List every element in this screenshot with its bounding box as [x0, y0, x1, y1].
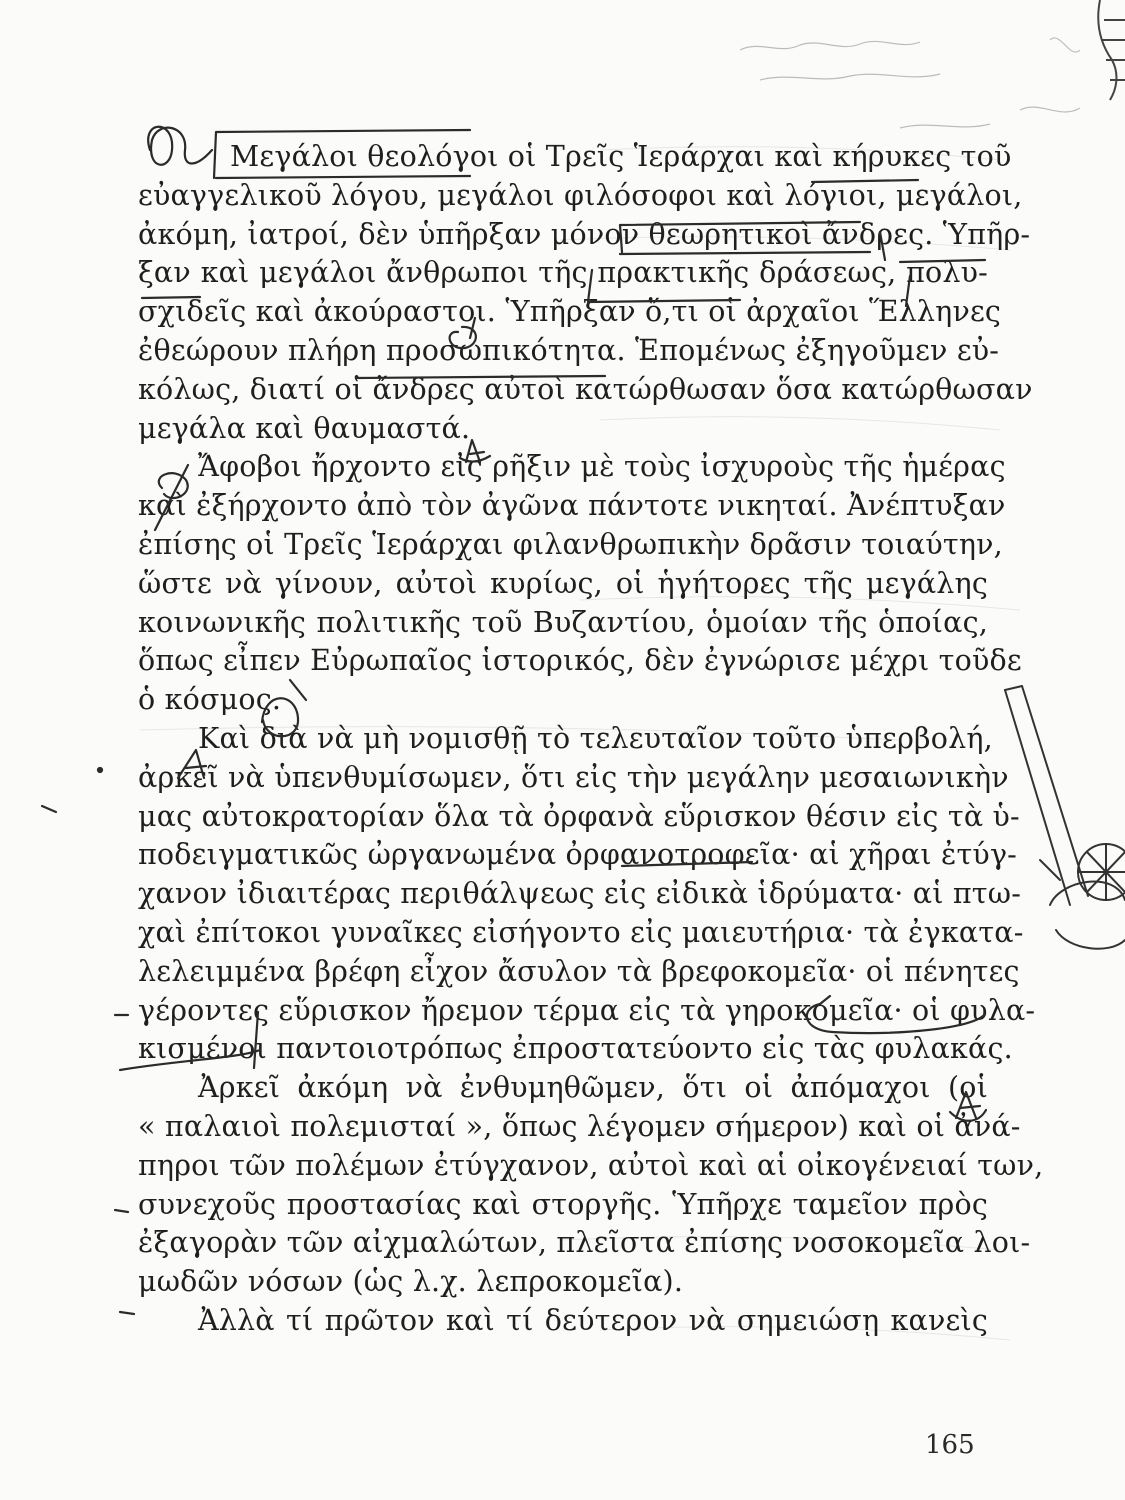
text-line: κοινωνικῆς πολιτικῆς τοῦ Βυζαντίου, ὁμοίαν τῆς ὁποίας,	[138, 605, 988, 639]
margin-dot	[98, 768, 102, 772]
text-line: συνεχοῦς προστασίας καὶ στοργῆς. Ὑπῆρχε ταμεῖον πρὸς	[138, 1187, 988, 1221]
text-line: κισμένοι παντοιοτρόπως ἐπροστατεύοντο εἰς τὰς φυλακάς.	[138, 1032, 1013, 1066]
text-line: « παλαιοὶ πολεμισταί », ὅπως λέγομεν σήμερον) καὶ οἱ ἀνά-	[138, 1109, 1021, 1143]
text-line: ὥστε νὰ γίνουν, αὐτοὶ κυρίως, οἱ ἡγήτορες τῆς μεγάλης	[138, 566, 988, 600]
text-line: χανον ἰδιαιτέρας περιθάλψεως εἰς εἰδικὰ ἱδρύματα· αἱ πτω-	[138, 877, 1022, 911]
text-line: ἀκόμη, ἰατροί, δὲν ὑπῆρξαν μόνον θεωρητικοὶ ἄνδρες. Ὑπῆρ-	[138, 217, 1031, 251]
text-line: ποδειγματικῶς ὠργανωμένα ὀρφανοτροφεῖα· αἱ χῆραι ἐτύγ-	[138, 838, 1018, 872]
text-line: Μεγάλοι θεολόγοι οἱ Τρεῖς Ἱεράρχαι καὶ κήρυκες τοῦ	[230, 140, 1012, 173]
cannon-doodle	[1005, 686, 1125, 949]
text-line: Ἄφοβοι ἤρχοντο εἰς ρῆξιν μὲ τοὺς ἰσχυροὺς τῆς ἡμέρας	[198, 450, 1006, 484]
text-line: καὶ ἐξήρχοντο ἀπὸ τὸν ἀγῶνα πάντοτε νικηταί. Ἀνέπτυξαν	[138, 489, 1006, 523]
text-line: ἐξαγορὰν τῶν αἰχμαλώτων, πλεῖστα ἐπίσης νοσοκομεῖα λοι-	[138, 1226, 1031, 1260]
text-line: λελειμμένα βρέφη εἶχον ἄσυλον τὰ βρεφοκομεῖα· οἱ πένητες	[138, 954, 1020, 988]
text-line: μεγάλα καὶ θαυμαστά.	[138, 411, 471, 445]
text-line: ἀρκεῖ νὰ ὑπενθυμίσωμεν, ὅτι εἰς τὴν μεγάλην μεσαιωνικὴν	[138, 760, 1009, 794]
text-line: εὐαγγελικοῦ λόγου, μεγάλοι φιλόσοφοι καὶ λόγιοι, μεγάλοι,	[138, 178, 1023, 212]
text-line: Ἀρκεῖ ἀκόμη νὰ ἐνθυμηθῶμεν, ὅτι οἱ ἀπόμαχοι (οἱ	[198, 1071, 988, 1105]
body-text	[138, 138, 1044, 1341]
faint-pencil-notes	[740, 38, 1080, 128]
text-line: γέροντες εὕρισκον ἤρεμον τέρμα εἰς τὰ γηροκομεῖα· οἱ φυλα-	[138, 993, 1036, 1027]
text-line: μας αὐτοκρατορίαν ὅλα τὰ ὀρφανὰ εὕρισκον θέσιν εἰς τὰ ὑ-	[138, 799, 1020, 833]
text-line: κόλως, διατί οἱ ἄνδρες αὐτοὶ κατώρθωσαν ὅσα κατώρθωσαν	[138, 372, 1033, 406]
text-line: χαὶ ἐπίτοκοι γυναῖκες εἰσήγοντο εἰς μαιευτήρια· τὰ ἐγκατα-	[138, 915, 1024, 949]
text-line: ὁ κόσμος.	[138, 683, 282, 717]
text-line: ξαν καὶ μεγάλοι ἄνθρωποι τῆς πρακτικῆς δράσεως, πολυ-	[138, 256, 988, 290]
margin-dash	[120, 1312, 134, 1314]
text-line: σχιδεῖς καὶ ἀκούραστοι. Ὑπῆρξαν ὅ,τι οἱ ἀρχαῖοι Ἕλληνες	[138, 295, 1002, 329]
margin-dash	[42, 806, 56, 812]
text-line: Ἀλλὰ τί πρῶτον καὶ τί δεύτερον νὰ σημειώσῃ κανεὶς	[198, 1303, 988, 1337]
text-line: Καὶ διὰ νὰ μὴ νομισθῇ τὸ τελευταῖον τοῦτο ὑπερβολή,	[198, 721, 993, 755]
text-line: ἐθεώρουν πλήρη προσωπικότητα. Ἑπομένως ἐξηγοῦμεν εὐ-	[138, 333, 1000, 367]
text-line: μωδῶν νόσων (ὡς λ.χ. λεπροκομεῖα).	[138, 1265, 684, 1299]
text-line: ὅπως εἶπεν Εὐρωπαῖος ἱστορικός, δὲν ἐγνώρισε μέχρι τοῦδε	[138, 644, 1022, 678]
text-line: ἐπίσης οἱ Τρεῖς Ἱεράρχαι φιλανθρωπικὴν δρᾶσιν τοιαύτην,	[138, 527, 1003, 561]
corner-doodle	[1098, 0, 1125, 100]
margin-dash	[115, 1210, 128, 1212]
page-number: 165	[925, 1430, 975, 1460]
text-line: πηροι τῶν πολέμων ἐτύγχανον, αὐτοὶ καὶ αἱ οἰκογένειαί των,	[138, 1148, 1044, 1182]
